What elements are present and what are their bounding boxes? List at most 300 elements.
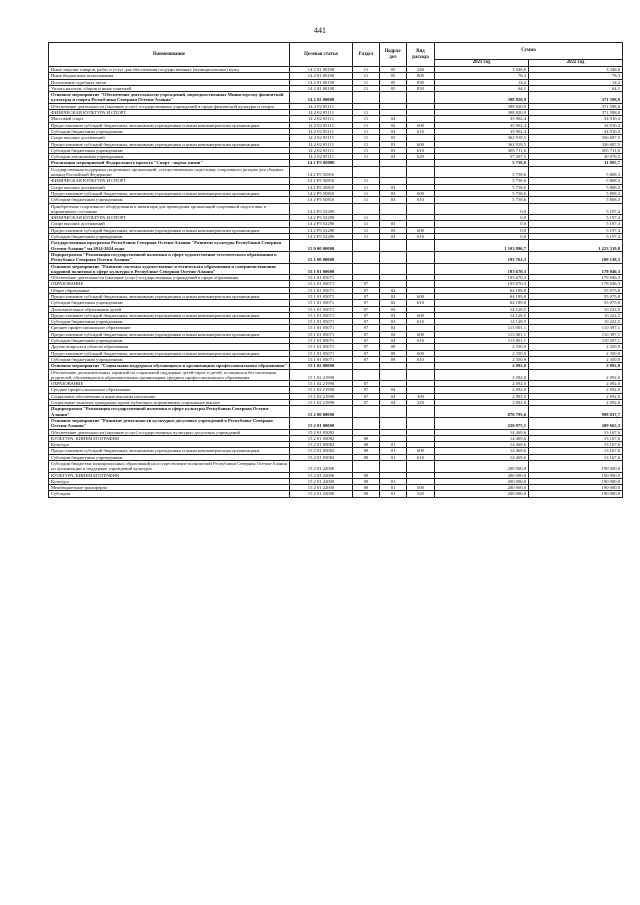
cell-amount-2022: 178 046,3 (529, 275, 623, 281)
cell-target: 15 1 01 05071 (290, 312, 353, 318)
cell-subsection: 03 (380, 306, 407, 312)
cell-target: 15 1 01 05071 (290, 338, 353, 344)
cell-amount-2022: 336 687,5 (529, 141, 623, 147)
cell-amount-2022: 110 397,1 (529, 325, 623, 331)
cell-target: 14 2 01 00190 (290, 85, 353, 91)
cell-name: Субсидии бюджетным учреждениям (49, 338, 290, 344)
cell-section (353, 203, 380, 215)
cell-amount-2021: 113 001,1 (435, 331, 529, 337)
cell-amount-2021: 14,2 (435, 79, 529, 85)
cell-name: Предоставление субсидий бюджетным, автономным учреждениям и иным некоммерческим организациям (49, 122, 290, 128)
cell-subsection: 01 (380, 454, 407, 460)
cell-amount-2021: 2 092,0 (435, 400, 529, 406)
cell-section: 07 (353, 319, 380, 325)
cell-subsection: 04 (380, 338, 407, 344)
cell-amount-2022: 190 000,0 (529, 485, 623, 491)
cell-name: Социальные выплаты гражданам, кроме публичных нормативных социальных выплат (49, 400, 290, 406)
cell-section: 11 (353, 227, 380, 233)
cell-amount-2022: 2 350,9 (529, 356, 623, 362)
cell-amount-2022: 190 000,0 (529, 478, 623, 484)
cell-subsection: 01 (380, 491, 407, 497)
cell-name: Субсидии бюджетным учреждениям (49, 128, 290, 134)
cell-amount-2022: 190 000,0 (529, 461, 623, 473)
cell-section: 07 (353, 338, 380, 344)
cell-amount-2022: 5 197,4 (529, 215, 623, 221)
cell-amount-2021: 5 758,6 (435, 178, 529, 184)
cell-target: 15 1 01 05071 (290, 325, 353, 331)
cell-target: 15 1 01 05071 (290, 331, 353, 337)
cell-amount-2022: 78,3 (529, 73, 623, 79)
cell-name: Среднее профессиональное образование (49, 325, 290, 331)
cell-amount-2021: 64 189,8 (435, 300, 529, 306)
cell-subsection: 03 (380, 234, 407, 240)
cell-target: 15 1 02 21990 (290, 400, 353, 406)
cell-expense-type (407, 240, 435, 252)
cell-target: 15 1 01 05071 (290, 306, 353, 312)
cell-target: 14 2 P5 50810 (290, 197, 353, 203)
cell-amount-2021: 14 469,6 (435, 442, 529, 448)
cell-name: Субсидии бюджетным учреждениям (49, 197, 290, 203)
cell-name: Культура (49, 442, 290, 448)
cell-amount-2021: 195 762,3 (435, 251, 529, 263)
cell-amount-2022: 5 197,4 (529, 234, 623, 240)
cell-name: Обеспечение деятельности (оказание услуг) государственных учреждений в сфере физической культуры и спорта (49, 103, 290, 109)
cell-amount-2021: 64 189,8 (435, 287, 529, 293)
cell-amount-2022: 5 808,3 (529, 166, 623, 178)
cell-expense-type: 600 (407, 293, 435, 299)
cell-section (353, 461, 380, 473)
cell-amount-2022: 5 197,4 (529, 227, 623, 233)
cell-target: 15 2 01 05082 (290, 435, 353, 441)
cell-name: Подпрограмма "Реализация государственной политики в сфере культуры Республики Северная Осетия-Алания" (49, 406, 290, 418)
cell-amount-2021: 2 092,0 (435, 393, 529, 399)
cell-subsection (380, 417, 407, 429)
cell-amount-2021: 398 820,9 (435, 110, 529, 116)
cell-amount-2022: 5 808,3 (529, 190, 623, 196)
cell-expense-type (407, 251, 435, 263)
header-subsection: Подраз-дел (380, 43, 407, 67)
cell-subsection (380, 166, 407, 178)
cell-amount-2022: 110 397,1 (529, 331, 623, 337)
cell-target: 14 2 02 05111 (290, 110, 353, 116)
table-row (49, 203, 623, 215)
cell-subsection (380, 406, 407, 418)
cell-amount-2022: 3 348,6 (529, 67, 623, 73)
cell-expense-type: 240 (407, 67, 435, 73)
cell-amount-2022: 13 167,6 (529, 435, 623, 441)
cell-section: 11 (353, 234, 380, 240)
cell-section: 11 (353, 141, 380, 147)
cell-section: 07 (353, 387, 380, 393)
cell-amount-2022: 2 092,0 (529, 369, 623, 381)
cell-amount-2022: 209 665,3 (529, 417, 623, 429)
cell-subsection: 09 (380, 344, 407, 350)
table-body (49, 67, 623, 498)
cell-name: Государственная программа Республики Северная Осетия-Алания "Развитие культуры Республики Северная Осетия-Алания" на 2014-2024 годы (49, 240, 290, 252)
cell-target: 14 2 P5 50810 (290, 178, 353, 184)
cell-name: Государственная поддержка спортивных организаций, осуществляющих подготовку спортивного резерва для сборных команд Российской Федерации (49, 166, 290, 178)
cell-section: 07 (353, 393, 380, 399)
cell-target: 14 2 02 05111 (290, 116, 353, 122)
cell-target: 15 1 02 21990 (290, 381, 353, 387)
cell-amount-2022: 2 092,0 (529, 393, 623, 399)
cell-amount-2022: 5 808,3 (529, 197, 623, 203)
table-row (49, 461, 623, 473)
cell-subsection: 05 (380, 67, 407, 73)
cell-subsection: 03 (380, 154, 407, 160)
cell-subsection: 03 (380, 190, 407, 196)
cell-expense-type: 610 (407, 356, 435, 362)
cell-amount-2022: 336 687,5 (529, 135, 623, 141)
cell-subsection: 03 (380, 312, 407, 318)
cell-section: 07 (353, 281, 380, 287)
cell-target: 15 1 01 05071 (290, 293, 353, 299)
cell-section (353, 251, 380, 263)
cell-section: 08 (353, 478, 380, 484)
cell-amount-2021: 14 469,6 (435, 448, 529, 454)
cell-expense-type: 610 (407, 319, 435, 325)
cell-section: 11 (353, 67, 380, 73)
cell-target: 15 2 00 00000 (290, 406, 353, 418)
cell-target: 14 2 02 05111 (290, 147, 353, 153)
cell-subsection (380, 240, 407, 252)
cell-subsection (380, 203, 407, 215)
cell-amount-2022: 10 222,5 (529, 306, 623, 312)
cell-amount-2021: 35 902,4 (435, 128, 529, 134)
cell-subsection: 01 (380, 485, 407, 491)
cell-name: КУЛЬТУРА, КИНЕМАТОГРАФИЯ (49, 472, 290, 478)
cell-expense-type (407, 417, 435, 429)
cell-name: Основное мероприятие "Обеспечение деятельности учреждений, подведомственных Министерству физической культуры и спорта Республики Северная Осетия-Алания" (49, 92, 290, 104)
budget-table (48, 42, 623, 498)
cell-expense-type: 610 (407, 197, 435, 203)
cell-amount-2021: 5 758,6 (435, 160, 529, 166)
header-expense-type: Вид расхода (407, 43, 435, 67)
cell-amount-2021: 362 918,5 (435, 135, 529, 141)
cell-amount-2022: 178 046,3 (529, 281, 623, 287)
cell-target: 15 1 00 00000 (290, 251, 353, 263)
cell-target: 15 2 01 05082 (290, 429, 353, 435)
cell-amount-2022: 34 910,4 (529, 122, 623, 128)
cell-name: Спорт высших достижений (49, 221, 290, 227)
cell-name: КУЛЬТУРА, КИНЕМАТОГРАФИЯ (49, 435, 290, 441)
cell-section: 07 (353, 356, 380, 362)
cell-amount-2021: 2 092,0 (435, 363, 529, 369)
cell-subsection (380, 92, 407, 104)
cell-amount-2022: 1 223 319,8 (529, 240, 623, 252)
cell-amount-2021: 200 000,0 (435, 478, 529, 484)
cell-target: 14 2 02 05111 (290, 103, 353, 109)
cell-section (353, 369, 380, 381)
cell-amount-2022: 11 005,7 (529, 160, 623, 166)
cell-name: Иные закупки товаров, работ и услуг для обеспечения государственных (муниципальных) нужд (49, 67, 290, 73)
cell-amount-2021: 14 128,5 (435, 312, 529, 318)
cell-name: Предоставление субсидий бюджетным, автономным учреждениям и иным некоммерческим организациям (49, 141, 290, 147)
cell-expense-type: 800 (407, 73, 435, 79)
cell-amount-2022: 371 598,0 (529, 92, 623, 104)
cell-subsection: 04 (380, 325, 407, 331)
cell-expense-type: 600 (407, 331, 435, 337)
cell-amount-2022: 13 167,6 (529, 448, 623, 454)
cell-section: 07 (353, 325, 380, 331)
cell-expense-type: 600 (407, 227, 435, 233)
cell-target: 15 0 00 00000 (290, 240, 353, 252)
cell-section: 08 (353, 448, 380, 454)
header-name: Наименование (49, 43, 290, 67)
cell-amount-2021: 2 350,9 (435, 344, 529, 350)
cell-target: 15 2 01 22000 (290, 478, 353, 484)
cell-name: Исполнение судебных актов (49, 79, 290, 85)
cell-name: Субсидии автономным учреждениям (49, 154, 290, 160)
cell-name: Спорт высших достижений (49, 184, 290, 190)
cell-name: Предоставление субсидий бюджетным, автономным учреждениям и иным некоммерческим организациям (49, 293, 290, 299)
cell-section: 11 (353, 128, 380, 134)
table-row (49, 406, 623, 418)
cell-amount-2021: 0,0 (435, 227, 529, 233)
cell-section: 11 (353, 110, 380, 116)
cell-section: 11 (353, 116, 380, 122)
cell-expense-type: 610 (407, 234, 435, 240)
cell-subsection: 01 (380, 478, 407, 484)
cell-section: 11 (353, 79, 380, 85)
cell-section: 08 (353, 454, 380, 460)
cell-amount-2021: 113 001,1 (435, 325, 529, 331)
cell-expense-type: 520 (407, 491, 435, 497)
cell-name: Предоставление субсидий бюджетным, автономным учреждениям и иным некоммерческим организациям (49, 448, 290, 454)
cell-subsection: 02 (380, 122, 407, 128)
cell-target: 15 1 01 05071 (290, 275, 353, 281)
cell-amount-2021: 35 902,4 (435, 122, 529, 128)
cell-amount-2021: 113 001,1 (435, 338, 529, 344)
cell-target: 15 2 01 22000 (290, 485, 353, 491)
cell-amount-2021: 200 000,0 (435, 485, 529, 491)
cell-expense-type: 600 (407, 312, 435, 318)
cell-amount-2021: 193 670,3 (435, 281, 529, 287)
cell-name: Спорт высших достижений (49, 135, 290, 141)
cell-target: 15 1 01 05071 (290, 350, 353, 356)
cell-amount-2022: 2 350,9 (529, 344, 623, 350)
cell-target: 14 2 01 00190 (290, 79, 353, 85)
cell-name: ОБРАЗОВАНИЕ (49, 381, 290, 387)
cell-target: 15 1 01 05071 (290, 319, 353, 325)
cell-target: 14 2 P5 50810 (290, 190, 353, 196)
cell-section: 11 (353, 197, 380, 203)
cell-amount-2021: 64,1 (435, 85, 529, 91)
cell-expense-type: 850 (407, 85, 435, 91)
cell-name: Обеспечение дополнительных гарантий по социальной поддержке детей-сирот и детей, оставшихся без попечения родителей, обучающихся в образовательных организациях среднего профессионального образования (49, 369, 290, 381)
header-sum: Сумма (435, 43, 623, 60)
cell-target: 15 1 02 21990 (290, 387, 353, 393)
cell-amount-2021: 398 820,9 (435, 92, 529, 104)
cell-section: 07 (353, 350, 380, 356)
cell-amount-2021: 57 207,5 (435, 154, 529, 160)
cell-target: 14 2 P5 50810 (290, 166, 353, 178)
cell-target: 15 1 02 00000 (290, 363, 353, 369)
table-header (49, 43, 623, 67)
cell-subsection: 04 (380, 331, 407, 337)
header-year-2021: 2021 год (435, 60, 529, 67)
cell-subsection: 02 (380, 128, 407, 134)
cell-amount-2022: 34 910,4 (529, 116, 623, 122)
cell-target: 14 2 02 05111 (290, 154, 353, 160)
header-target: Целевая статья (290, 43, 353, 67)
table-row (49, 240, 623, 252)
cell-amount-2021: 1 103 896,7 (435, 240, 529, 252)
cell-subsection: 03 (380, 141, 407, 147)
cell-amount-2022: 14,2 (529, 79, 623, 85)
cell-amount-2021: 3 348,6 (435, 67, 529, 73)
cell-subsection: 09 (380, 356, 407, 362)
cell-name: Субсидии бюджетным учреждениям (49, 300, 290, 306)
cell-expense-type (407, 369, 435, 381)
cell-amount-2022: 2 350,9 (529, 350, 623, 356)
cell-expense-type: 320 (407, 400, 435, 406)
cell-name: Иные бюджетные ассигнования (49, 73, 290, 79)
cell-name: Культура (49, 478, 290, 484)
cell-target: 15 2 01 22000 (290, 472, 353, 478)
cell-amount-2022: 180 138,3 (529, 251, 623, 263)
cell-section: 08 (353, 491, 380, 497)
cell-amount-2022: 13 167,6 (529, 429, 623, 435)
cell-expense-type (407, 461, 435, 473)
cell-section: 11 (353, 215, 380, 221)
cell-section: 11 (353, 154, 380, 160)
cell-section: 11 (353, 178, 380, 184)
cell-target: 14 2 02 05111 (290, 141, 353, 147)
cell-name: Предоставление субсидий бюджетным, автономным учреждениям и иным некоммерческим организациям (49, 350, 290, 356)
cell-amount-2021: 362 918,5 (435, 141, 529, 147)
cell-subsection: 03 (380, 135, 407, 141)
cell-target: 14 2 P5 52290 (290, 227, 353, 233)
cell-target: 14 2 P5 52290 (290, 203, 353, 215)
cell-target: 15 1 01 05071 (290, 344, 353, 350)
cell-name: Субсидии бюджетным учреждениям (49, 356, 290, 362)
cell-expense-type (407, 263, 435, 275)
cell-subsection: 02 (380, 293, 407, 299)
cell-section: 07 (353, 331, 380, 337)
cell-name: Основное мероприятие "Развитие системы художественно-эстетического образования и совершенствование кадровой политики в сфере культуры в Республике Северная Осетия-Алания" (49, 263, 290, 275)
cell-target: 15 2 01 05082 (290, 442, 353, 448)
cell-name: Массовый спорт (49, 116, 290, 122)
cell-section (353, 166, 380, 178)
cell-subsection: 05 (380, 79, 407, 85)
cell-amount-2022: 30 976,5 (529, 154, 623, 160)
cell-amount-2022: 998 037,7 (529, 406, 623, 418)
cell-section: 07 (353, 400, 380, 406)
cell-amount-2021: 64 189,8 (435, 293, 529, 299)
cell-target: 14 2 P5 52290 (290, 234, 353, 240)
cell-name: Среднее профессиональное образование (49, 387, 290, 393)
cell-section: 11 (353, 73, 380, 79)
cell-section: 07 (353, 306, 380, 312)
cell-section: 08 (353, 442, 380, 448)
cell-amount-2022: 13 167,6 (529, 442, 623, 448)
table-row (49, 369, 623, 381)
cell-subsection: 04 (380, 393, 407, 399)
cell-name: Субсидии бюджетам муниципальных образований на осуществление полномочий Республики Северная Осетия-Алания по организации и поддержке учреждений культуры (49, 461, 290, 473)
cell-amount-2021: 870 795,6 (435, 406, 529, 418)
cell-subsection: 01 (380, 448, 407, 454)
cell-expense-type (407, 406, 435, 418)
cell-amount-2021: 200 000,0 (435, 491, 529, 497)
cell-name: ОБРАЗОВАНИЕ (49, 281, 290, 287)
cell-amount-2021: 0,0 (435, 203, 529, 215)
table-row (49, 263, 623, 275)
cell-name: Субсидии бюджетным учреждениям (49, 147, 290, 153)
cell-section: 08 (353, 472, 380, 478)
cell-amount-2022: 55 075,8 (529, 293, 623, 299)
cell-subsection (380, 263, 407, 275)
cell-amount-2022: 305 711,0 (529, 147, 623, 153)
header-year-2022: 2022 год (529, 60, 623, 67)
cell-section: 08 (353, 485, 380, 491)
cell-amount-2022: 371 598,0 (529, 110, 623, 116)
cell-name: Другие вопросы в области образования (49, 344, 290, 350)
cell-subsection: 03 (380, 147, 407, 153)
cell-subsection: 04 (380, 400, 407, 406)
cell-section (353, 92, 380, 104)
cell-section: 07 (353, 293, 380, 299)
cell-subsection: 05 (380, 73, 407, 79)
cell-amount-2021: 2 350,9 (435, 356, 529, 362)
cell-amount-2022: 64,1 (529, 85, 623, 91)
cell-name: Субсидии (49, 491, 290, 497)
cell-expense-type: 610 (407, 300, 435, 306)
cell-expense-type: 610 (407, 147, 435, 153)
cell-target: 15 2 01 05082 (290, 454, 353, 460)
cell-name: Предоставление субсидий бюджетным, автономным учреждениям и иным некоммерческим организациям (49, 190, 290, 196)
cell-subsection (380, 461, 407, 473)
cell-expense-type: 610 (407, 454, 435, 460)
table-row (49, 92, 623, 104)
cell-amount-2021: 305 711,0 (435, 147, 529, 153)
cell-amount-2021: 5 758,6 (435, 166, 529, 178)
cell-section: 07 (353, 312, 380, 318)
cell-amount-2022: 55 075,8 (529, 300, 623, 306)
cell-name: Предоставление субсидий бюджетным, автономным учреждениям и иным некоммерческим организациям (49, 312, 290, 318)
cell-amount-2021: 2 350,9 (435, 350, 529, 356)
cell-target: 14 2 P5 00000 (290, 160, 353, 166)
cell-target: 15 1 01 05071 (290, 287, 353, 293)
cell-expense-type: 610 (407, 338, 435, 344)
table-row (49, 166, 623, 178)
cell-amount-2022: 371 598,0 (529, 103, 623, 109)
cell-section: 11 (353, 190, 380, 196)
cell-name: Социальное обеспечение и иные выплаты населению (49, 393, 290, 399)
page-number: 441 (314, 26, 326, 35)
cell-name: Субсидии бюджетным учреждениям (49, 454, 290, 460)
cell-section (353, 406, 380, 418)
cell-name: Субсидии бюджетным учреждениям (49, 319, 290, 325)
cell-section: 11 (353, 147, 380, 153)
cell-target: 15 1 01 05071 (290, 356, 353, 362)
cell-section: 07 (353, 300, 380, 306)
cell-name: Реализация мероприятий Федерального проекта "Спорт - норма жизни" (49, 160, 290, 166)
cell-target: 15 1 02 21990 (290, 393, 353, 399)
cell-amount-2021: 35 902,4 (435, 116, 529, 122)
cell-section (353, 240, 380, 252)
cell-amount-2021: 0,0 (435, 234, 529, 240)
cell-subsection: 03 (380, 319, 407, 325)
cell-name: Предоставление субсидий бюджетным, автономным учреждениям и иным некоммерческим организациям (49, 227, 290, 233)
cell-amount-2022: 5 197,4 (529, 221, 623, 227)
cell-amount-2022: 190 000,0 (529, 472, 623, 478)
cell-expense-type: 600 (407, 122, 435, 128)
cell-expense-type: 600 (407, 190, 435, 196)
cell-subsection: 03 (380, 227, 407, 233)
cell-subsection: 01 (380, 442, 407, 448)
cell-amount-2021: 14 469,6 (435, 454, 529, 460)
